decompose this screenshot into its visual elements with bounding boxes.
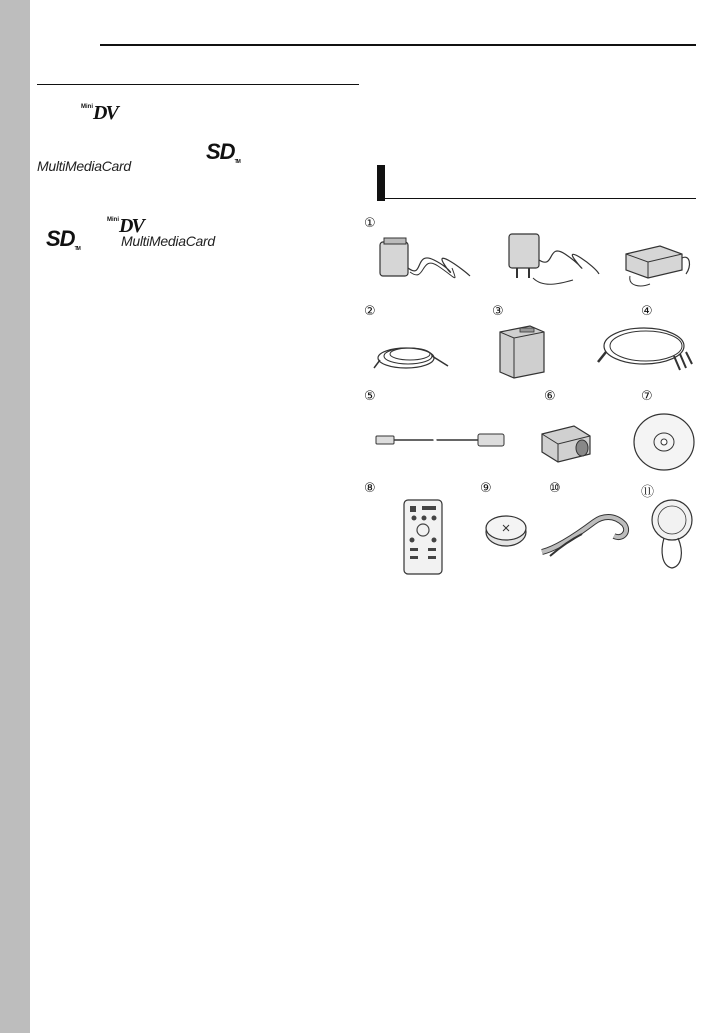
core-filter-icon	[534, 418, 596, 470]
ac-adapter-icon	[374, 230, 474, 292]
section-heading-bar	[377, 165, 385, 201]
multimediacard-logo: MultiMediaCard	[37, 158, 131, 174]
header-rule	[100, 44, 696, 46]
multimediacard-logo-2: MultiMediaCard	[121, 233, 215, 249]
sd-logo	[206, 139, 240, 165]
ac-adapter-brick-icon	[620, 236, 694, 292]
lithium-battery-icon	[482, 510, 530, 550]
left-section-rule	[37, 84, 359, 85]
item-number-9: ⑨	[480, 481, 492, 496]
battery-pack-icon	[494, 318, 554, 380]
sd-logo-2	[46, 226, 80, 252]
section-heading-rule	[385, 198, 696, 199]
item-number-5: ⑤	[364, 389, 376, 404]
lens-cap-icon	[646, 496, 696, 572]
usb-cable-icon	[374, 430, 506, 450]
item-number-7: ⑦	[641, 389, 653, 404]
cd-rom-icon	[632, 410, 696, 474]
remote-control-icon	[400, 496, 446, 578]
item-number-1: ①	[364, 216, 376, 231]
item-number-2: ②	[364, 304, 376, 319]
av-cable-icon	[596, 316, 694, 376]
dc-cord-icon	[372, 330, 452, 378]
sd-logo-tm: TM	[234, 159, 240, 165]
item-number-6: ⑥	[544, 389, 556, 404]
minidv-logo-2-dv: DV	[119, 215, 143, 237]
minidv-logo-mini: Mini	[81, 104, 93, 110]
side-tab	[0, 0, 30, 1033]
minidv-logo-2-mini: Mini	[107, 217, 119, 223]
item-number-8: ⑧	[364, 481, 376, 496]
item-number-11: ⑪	[641, 485, 655, 500]
minidv-logo	[81, 102, 121, 126]
item-number-3: ③	[492, 304, 504, 319]
ac-adapter-euro-icon	[503, 224, 603, 290]
item-number-10: ⑩	[549, 481, 561, 496]
sd-logo-2-text: SD	[46, 226, 75, 251]
shoulder-strap-icon	[538, 504, 630, 560]
minidv-logo-dv: DV	[93, 102, 117, 124]
item-number-4: ④	[641, 304, 653, 319]
sd-logo-2-tm: TM	[74, 246, 80, 252]
sd-logo-text: SD	[206, 139, 235, 164]
